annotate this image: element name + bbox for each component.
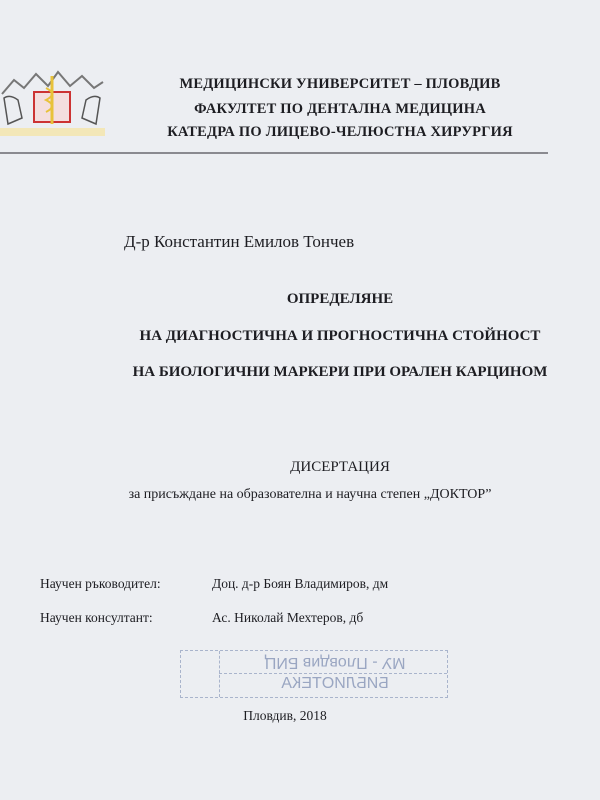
consultant-name: Ас. Николай Мехтеров, дб bbox=[212, 610, 364, 625]
consultant-label: Научен консултант: bbox=[40, 610, 153, 625]
university-logo bbox=[0, 66, 105, 138]
dissertation-label: ДИСЕРТАЦИЯ bbox=[290, 459, 390, 475]
place-year: Пловдив, 2018 bbox=[243, 708, 327, 723]
dissertation-subtitle: за присъждане на образователна и научна степен „ДОКТОР” bbox=[128, 487, 492, 502]
stamp-line-1: МУ - Пловдив БИЦ bbox=[264, 654, 406, 671]
title-line-3: НА БИОЛОГИЧНИ МАРКЕРИ ПРИ ОРАЛЕН КАРЦИНОМ bbox=[132, 364, 548, 380]
author-name: Д-р Константин Емилов Тончев bbox=[124, 232, 355, 251]
stamp-line-2: БИБЛИОТЕКА bbox=[281, 675, 389, 692]
library-stamp bbox=[180, 650, 448, 698]
supervisor-name: Доц. д-р Боян Владимиров, дм bbox=[212, 576, 389, 591]
title-line-2: НА ДИАГНОСТИЧНА И ПРОГНОСТИЧНА СТОЙНОСТ bbox=[139, 328, 541, 344]
title-line-1: ОПРЕДЕЛЯНЕ bbox=[286, 291, 394, 307]
supervisor-label: Научен ръководител: bbox=[40, 576, 161, 591]
university-name: МЕДИЦИНСКИ УНИВЕРСИТЕТ – ПЛОВДИВ bbox=[179, 76, 501, 92]
header-divider bbox=[0, 152, 548, 154]
faculty-name: ФАКУЛТЕТ ПО ДЕНТАЛНА МЕДИЦИНА bbox=[194, 101, 486, 117]
department-name: КАТЕДРА ПО ЛИЦЕВО-ЧЕЛЮСТНА ХИРУРГИЯ bbox=[167, 124, 513, 140]
